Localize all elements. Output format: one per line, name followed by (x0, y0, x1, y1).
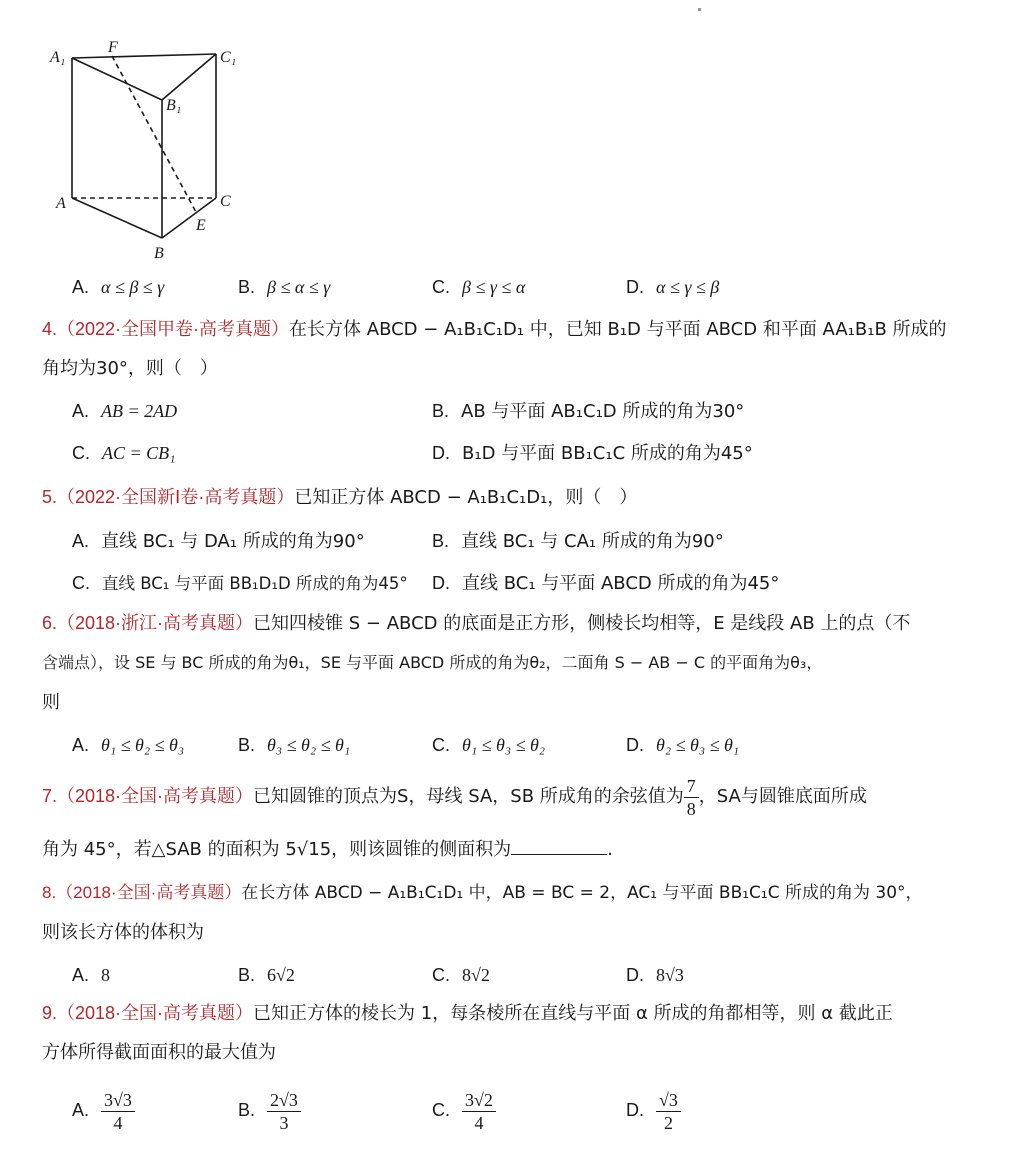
label-a1: A₁ (50, 49, 66, 66)
q3-option-c[interactable]: C. β ≤ γ ≤ α (432, 277, 526, 297)
edge-a-b (72, 198, 162, 238)
q6-stem-line1: 6.（2018·浙江·高考真题）已知四棱锥 S − ABCD 的底面是正方形，侧棱长均相等，E 是线段 AB 上的点（不 (42, 613, 911, 634)
q4-option-b[interactable]: B. AB 与平面 AB₁C₁D 所成的角为30° (432, 401, 745, 422)
q7-answer-blank[interactable] (511, 832, 607, 855)
label-b1: B₁ (166, 97, 182, 114)
q6-option-b[interactable]: B. θ₃ ≤ θ₂ ≤ θ₁ (238, 735, 351, 755)
label-f: F (108, 39, 118, 56)
q5-option-b[interactable]: B. 直线 BC₁ 与 CA₁ 所成的角为90° (432, 531, 724, 552)
q9-option-d[interactable]: D. $\frac{√3}{2}$ (626, 1082, 681, 1139)
label-c: C (220, 193, 231, 210)
q3-option-b[interactable]: B. β ≤ α ≤ γ (238, 277, 331, 297)
q4-source: （2022·全国甲卷·高考真题） (57, 319, 290, 339)
q8-option-d[interactable]: D. 8√3 (626, 965, 684, 985)
q4-option-d[interactable]: D. B₁D 与平面 BB₁C₁C 所成的角为45° (432, 443, 753, 464)
q8-options (0, 958, 1016, 992)
q4-options-row2 (0, 436, 1016, 470)
q4-stem-line1: 4.（2022·全国甲卷·高考真题）在长方体 ABCD − A₁B₁C₁D₁ 中，已知 B₁D 与平面 ABCD 和平面 AA₁B₁B 所成的 (42, 319, 947, 340)
q8-option-b[interactable]: B. 6√2 (238, 965, 295, 985)
q6-option-a[interactable]: A. θ₁ ≤ θ₂ ≤ θ₃ (72, 735, 185, 755)
q5-options-row2 (0, 566, 1016, 600)
q3-options (0, 270, 1016, 304)
q3-option-d[interactable]: D. α ≤ γ ≤ β (626, 277, 720, 297)
q8-option-c[interactable]: C. 8√2 (432, 965, 490, 985)
label-c1: C₁ (220, 49, 237, 66)
q8-source: （2018·全国·高考真题） (56, 883, 242, 902)
q7-source: （2018·全国·高考真题） (57, 786, 254, 806)
segment-f-e-hidden (112, 56, 197, 214)
q3-option-a[interactable]: A. α ≤ β ≤ γ (72, 277, 165, 297)
q9-option-a[interactable]: A. $\frac{3√3}{4}$ (72, 1082, 135, 1139)
q5-option-c[interactable]: C. 直线 BC₁ 与平面 BB₁D₁D 所成的角为45° (72, 573, 408, 593)
q6-stem-line3: 则 (42, 692, 60, 713)
q7-stem-line2: 角为 45°，若△SAB 的面积为 5√15，则该圆锥的侧面积为 . (42, 832, 970, 867)
q7-stem-line1: 7.（2018·全国·高考真题）已知圆锥的顶点为S，母线 SA，SB 所成角的余弦值为 $\frac{7}{8}$ ，SA与圆锥底面所成 (42, 775, 867, 819)
q4-stem-line2: 角均为30°，则（ ） (42, 358, 218, 379)
q6-options (0, 728, 1016, 762)
q6-option-c[interactable]: C. θ₁ ≤ θ₃ ≤ θ₂ (432, 735, 546, 755)
q5-stem: 5.（2022·全国新Ⅰ卷·高考真题）已知正方体 ABCD − A₁B₁C₁D₁，则（ ） (42, 487, 638, 508)
scan-dot (698, 8, 701, 11)
q6-option-d[interactable]: D. θ₂ ≤ θ₃ ≤ θ₁ (626, 735, 740, 755)
q4-option-c[interactable]: C. AC = CB₁ (72, 443, 176, 463)
q9-option-c[interactable]: C. $\frac{3√2}{4}$ (432, 1082, 496, 1139)
edge-b-c (162, 198, 216, 238)
q9-stem-line1: 9.（2018·全国·高考真题）已知正方体的棱长为 1，每条棱所在直线与平面 α 所成的角都相等，则 α 截此正 (42, 1003, 893, 1024)
q6-stem-line2: 含端点），设 SE 与 BC 所成的角为θ₁，SE 与平面 ABCD 所成的角为θ₂，二面角 S − AB − C 的平面角为θ₃， (42, 653, 823, 672)
edge-a1-c1 (72, 54, 216, 58)
q4-option-a[interactable]: A. AB = 2AD (72, 401, 178, 421)
q8-option-a[interactable]: A. 8 (72, 965, 111, 985)
q9-option-b[interactable]: B. $\frac{2√3}{3}$ (238, 1082, 301, 1139)
q5-options-row1 (0, 524, 1016, 558)
q6-source: （2018·浙江·高考真题） (57, 613, 254, 633)
q9-stem-line2: 方体所得截面面积的最大值为 (42, 1042, 276, 1063)
q5-option-a[interactable]: A. 直线 BC₁ 与 DA₁ 所成的角为90° (72, 531, 365, 552)
q9-options (0, 1082, 1016, 1138)
edge-b1-c1 (162, 54, 216, 100)
q4-options-row1 (0, 394, 1016, 428)
q5-source: （2022·全国新Ⅰ卷·高考真题） (57, 487, 295, 507)
label-a: A (56, 195, 66, 212)
prism-figure (40, 30, 260, 270)
q8-stem-line2: 则该长方体的体积为 (42, 922, 204, 943)
label-b: B (154, 245, 164, 262)
q8-stem-line1: 8.（2018·全国·高考真题）在长方体 ABCD − A₁B₁C₁D₁ 中，AB = BC = 2，AC₁ 与平面 BB₁C₁C 所成的角为 30°， (42, 883, 923, 903)
label-e: E (196, 217, 206, 234)
q9-source: （2018·全国·高考真题） (57, 1003, 254, 1023)
q5-option-d[interactable]: D. 直线 BC₁ 与平面 ABCD 所成的角为45° (432, 573, 780, 594)
q7-fraction: $\frac{7}{8}$ (684, 775, 699, 820)
